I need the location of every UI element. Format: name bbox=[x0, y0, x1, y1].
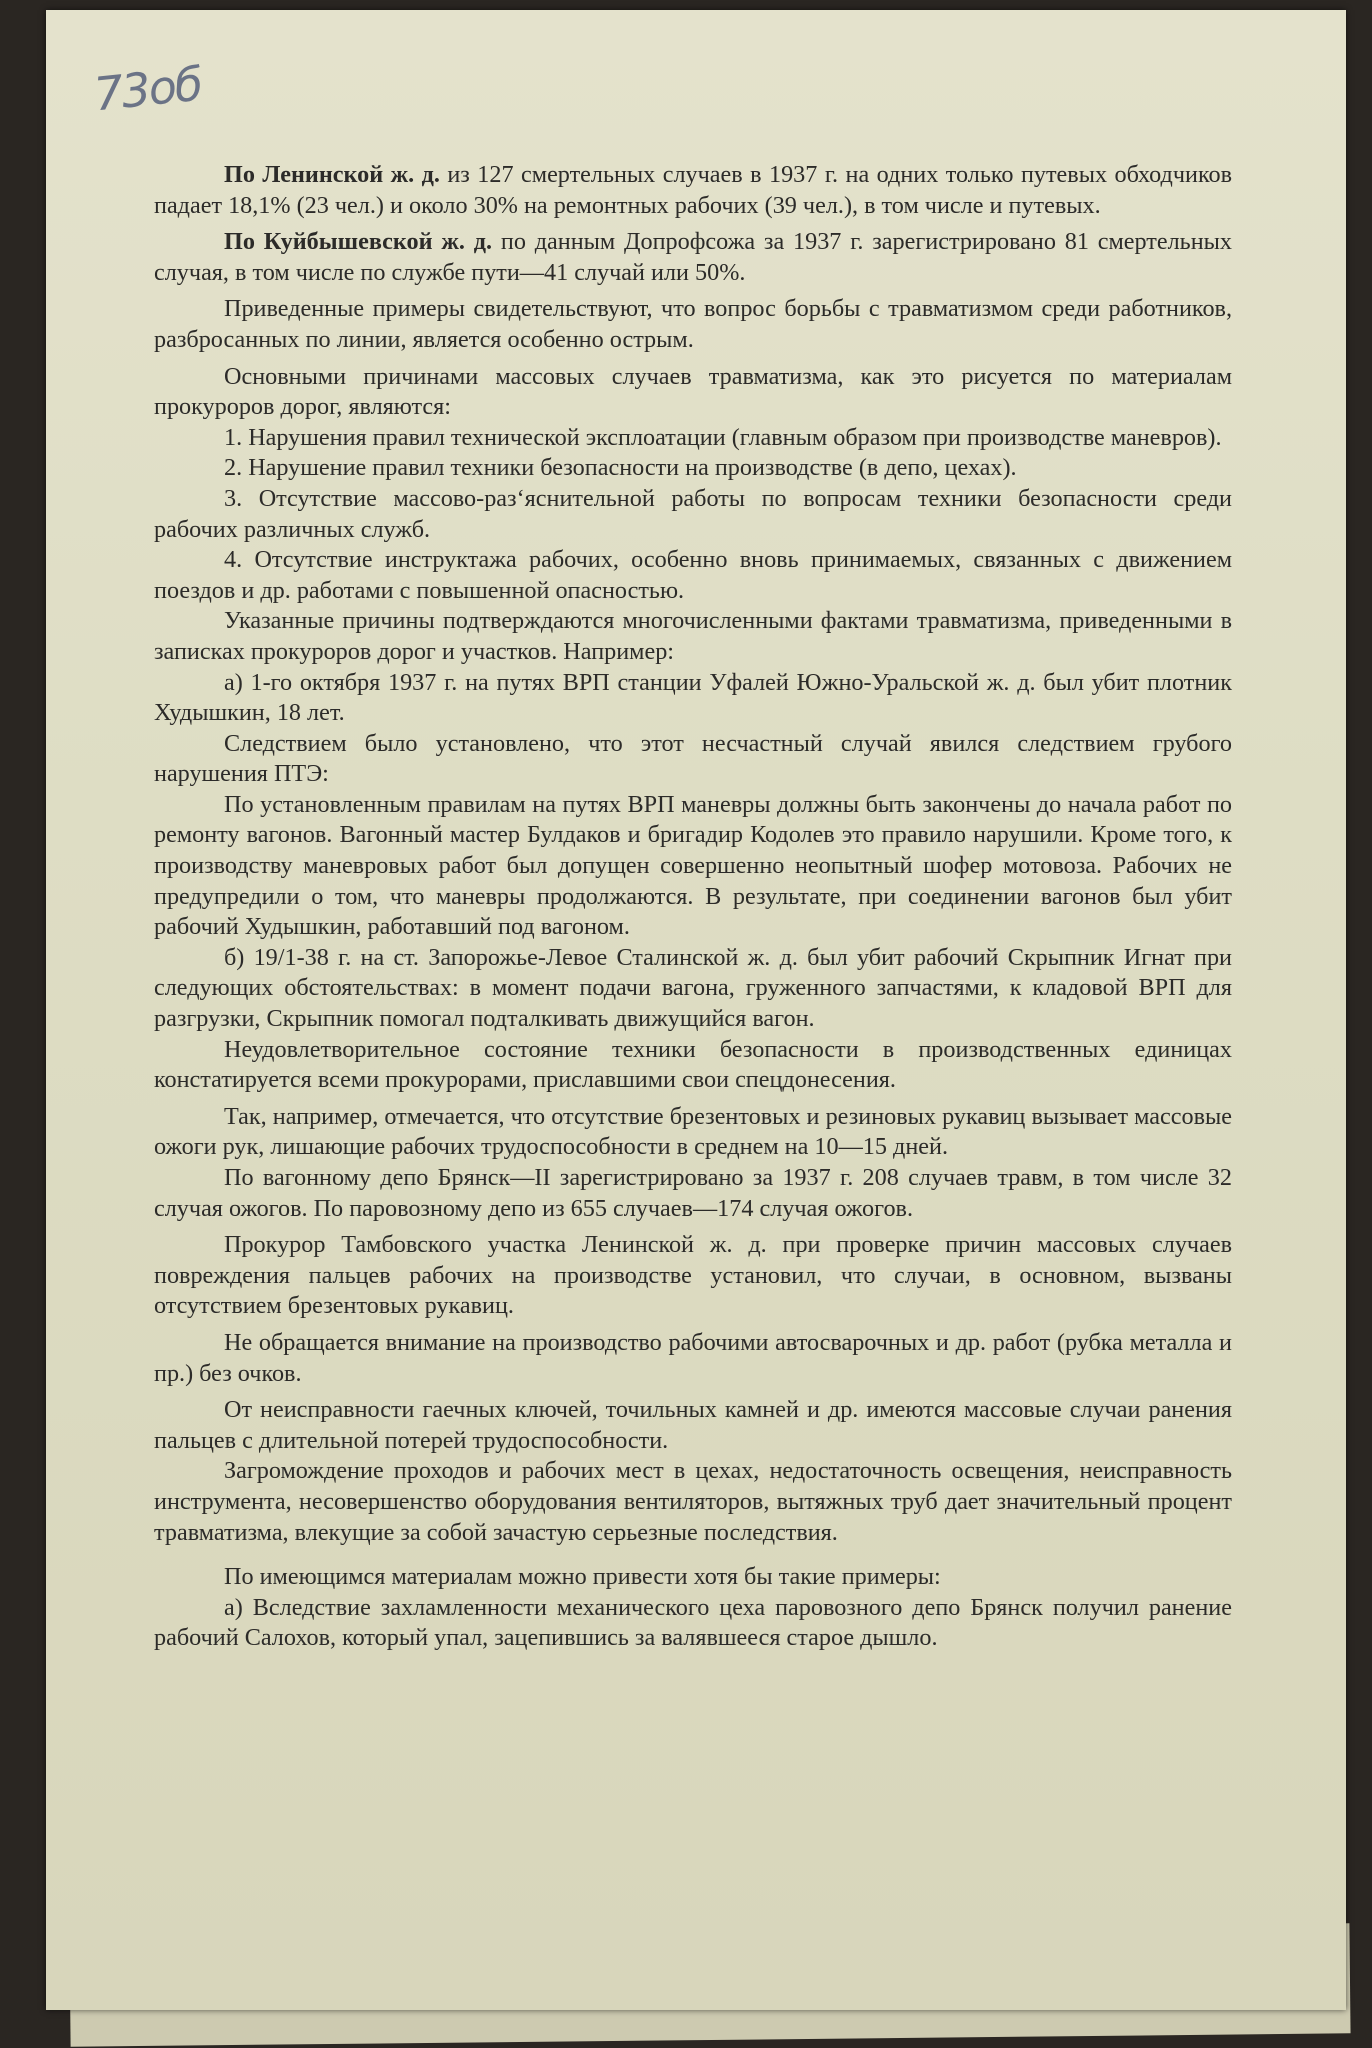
paragraph: От неисправности гаечных ключей, точильных камней и др. имеются массовые случаи ранения пальцев с длительной потерей трудоспособности. bbox=[154, 1396, 1232, 1454]
paragraph: Следствием было установлено, что этот несчастный случай явился следствием грубого нарушения ПТЭ: bbox=[154, 729, 1232, 788]
paragraph: Прокурор Тамбовского участка Ленинской ж. д. при проверке причин массовых случаев повреждения пальцев рабочих на производстве установил, что случаи, в основном, вызваны отсутствием брезентовых рукавиц. bbox=[154, 1231, 1232, 1320]
paragraph: а) Вследствие захламленности механического цеха паровозного депо Брянск получил ранение рабочий Салохов, который упал, зацепившись за валявшееся старое дышло. bbox=[154, 1593, 1232, 1652]
paragraph: Основными причинами массовых случаев травматизма, как это рисуется по материалам прокуроров дорог, являются: bbox=[154, 362, 1232, 421]
paragraph: По Куйбышевской ж. д. по данным Допрофсожа за 1937 г. зарегистрировано 81 смертельных случая, в том числе по службе пути—41 случай или 50%. bbox=[154, 228, 1232, 286]
paragraph: По вагонному депо Брянск—II зарегистрировано за 1937 г. 208 случаев травм, в том числе 32 случая ожогов. По паровозному депо из 655 случаев—174 случая ожогов. bbox=[154, 1164, 1232, 1222]
list-item: 4. Отсутствие инструктажа рабочих, особенно вновь принимаемых, связанных с движением поездов и др. работами с повышенной опасностью. bbox=[154, 546, 1232, 604]
list-item: 1. Нарушения правил технической эксплоатации (главным образом при производстве маневров). bbox=[224, 423, 1222, 451]
list-item: 2. Нарушение правил техники безопасности на производстве (в депо, цехах). bbox=[224, 454, 1017, 482]
paragraph: Указанные причины подтверждаются многочисленными фактами травматизма, приведенными в записках прокуроров дорог и участков. Например: bbox=[154, 607, 1232, 665]
document-body bbox=[154, 160, 1232, 1654]
paragraph: По имеющимся материалам можно привести хотя бы такие примеры: bbox=[224, 1563, 941, 1591]
paragraph: Загромождение проходов и рабочих мест в цехах, недостаточность освещения, неисправность инструмента, несовершенство оборудования вентиляторов, вытяжных труб дает значительный процент травматизма, влекущие за собой зачастую серьезные последствия. bbox=[154, 1457, 1232, 1546]
paragraph: Так, например, отмечается, что отсутствие брезентовых и резиновых рукавиц вызывает массовые ожоги рук, лишающие рабочих трудоспособности в среднем на 10—15 дней. bbox=[154, 1102, 1232, 1161]
paragraph: Не обращается внимание на производство рабочими автосварочных и др. работ (рубка металла и пр.) без очков. bbox=[154, 1328, 1232, 1387]
paragraph: Неудовлетворительное состояние техники безопасности в производственных единицах констатируется всеми прокурорами, приславшими свои спецдонесения. bbox=[154, 1035, 1232, 1094]
paragraph: По установленным правилам на путях ВРП маневры должны быть закончены до начала работ по ремонту вагонов. Вагонный мастер Булдаков и бригадир Кодолев это правило нарушили. Кроме того, к производству маневровых работ был допущен совершенно неопытный шофер мотовоза. Рабочих не предупредили о том, что маневры продолжаются. В результате, при соединении вагонов был убит рабочий Худышкин, работавший под вагоном. bbox=[154, 790, 1232, 941]
list-item: 3. Отсутствие массово-раз‘яснительной работы по вопросам техники безопасности среди рабочих различных служб. bbox=[154, 484, 1232, 543]
paragraph: б) 19/1-38 г. на ст. Запорожье-Левое Сталинской ж. д. был убит рабочий Скрыпник Игнат при следующих обстоятельствах: в момент подачи вагона, груженного запчастями, к кладовой ВРП для разгрузки, Скрыпник помогал подталкивать движущийся вагон. bbox=[154, 943, 1232, 1033]
paragraph: а) 1-го октября 1937 г. на путях ВРП станции Уфалей Южно-Уральской ж. д. был убит плотник Худышкин, 18 лет. bbox=[154, 668, 1232, 727]
page-number-mark: 73об bbox=[91, 56, 204, 122]
document-page bbox=[46, 10, 1346, 2010]
paragraph: По Ленинской ж. д. из 127 смертельных случаев в 1937 г. на одних только путевых обходчиков падает 18,1% (23 чел.) и около 30% на ремонтных рабочих (39 чел.), в том числе и путевых. bbox=[154, 161, 1233, 219]
paragraph: Приведенные примеры свидетельствуют, что вопрос борьбы с травматизмом среди работников, разбросанных по линии, является особенно острым. bbox=[154, 295, 1232, 353]
